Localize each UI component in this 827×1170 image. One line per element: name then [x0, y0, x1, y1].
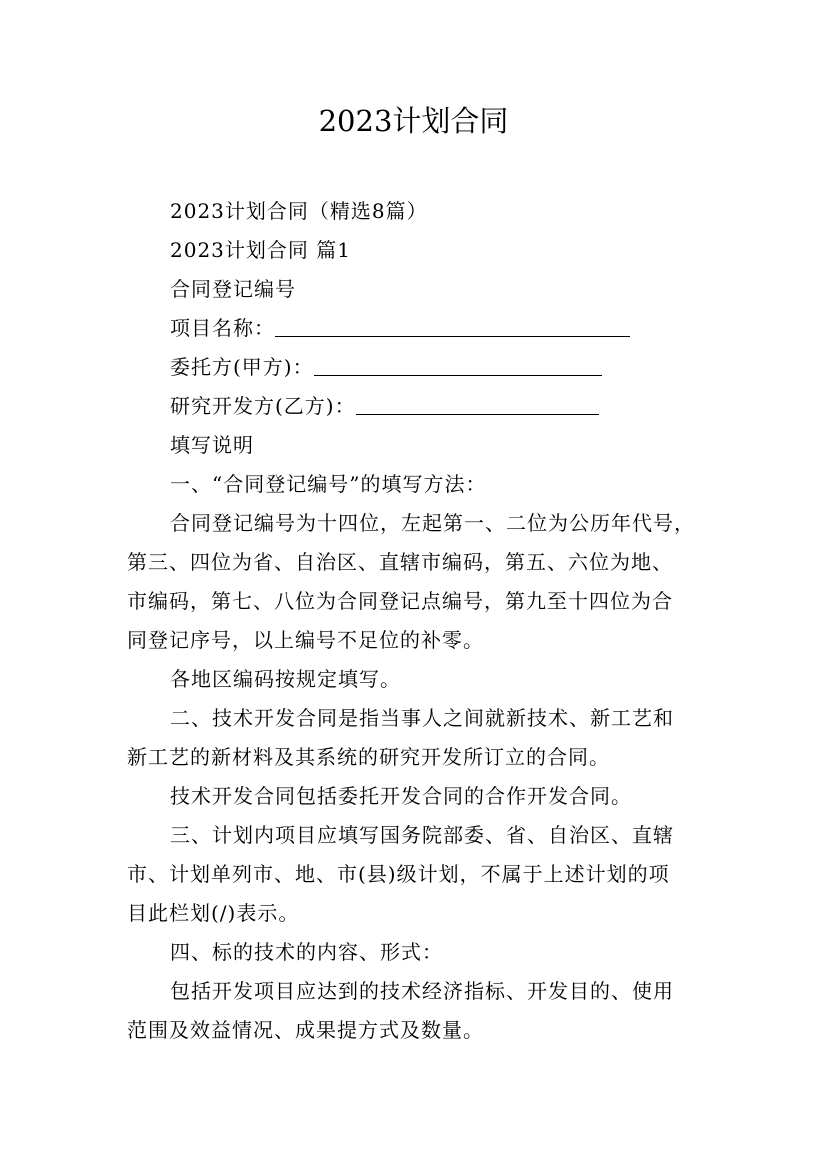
- document-title: 2023计划合同: [318, 104, 509, 138]
- paragraph-line: 合同登记编号为十四位，左起第一、二位为公历年代号，: [170, 511, 695, 535]
- paragraph-line: 范围及效益情况、成果提方式及数量。: [127, 1018, 484, 1042]
- instruction-1-heading: 一、“合同登记编号”的填写方法：: [170, 472, 487, 496]
- project-name-label: 项目名称：: [170, 316, 275, 340]
- paragraph-line: 二、技术开发合同是指当事人之间就新技术、新工艺和: [170, 706, 674, 730]
- developer-party-label: 研究开发方(乙方)：: [170, 394, 356, 418]
- developer-party-row: [170, 392, 770, 420]
- paragraph-line: 同登记序号，以上编号不足位的补零。: [127, 628, 484, 652]
- paragraph-line: 第三、四位为省、自治区、直辖市编码，第五、六位为地、: [127, 550, 673, 574]
- paragraph-line: 新工艺的新材料及其系统的研究开发所订立的合同。: [127, 745, 610, 769]
- paragraph-line: 四、标的技术的内容、形式：: [170, 940, 443, 964]
- project-name-blank[interactable]: [275, 316, 630, 337]
- registration-number-label: 合同登记编号: [170, 277, 296, 301]
- project-name-row: [170, 314, 770, 342]
- paragraph-line: 各地区编码按规定填写。: [170, 667, 401, 691]
- paragraph-line: 技术开发合同包括委托开发合同的合作开发合同。: [170, 784, 632, 808]
- client-party-row: [170, 353, 770, 381]
- paragraph-line: 目此栏划(/)表示。: [127, 901, 300, 925]
- paragraph-line: 三、计划内项目应填写国务院部委、省、自治区、直辖: [170, 823, 674, 847]
- client-party-blank[interactable]: [314, 355, 602, 376]
- client-party-label: 委托方(甲方)：: [170, 355, 314, 379]
- paragraph-line: 市编码，第七、八位为合同登记点编号，第九至十四位为合: [127, 589, 673, 613]
- paragraph-line: 包括开发项目应达到的技术经济指标、开发目的、使用: [170, 979, 674, 1003]
- developer-party-blank[interactable]: [356, 394, 599, 415]
- section-heading: 2023计划合同 篇1: [170, 238, 351, 262]
- instructions-heading: 填写说明: [170, 433, 254, 457]
- paragraph-line: 市、计划单列市、地、市(县)级计划，不属于上述计划的项: [127, 862, 670, 886]
- subtitle-line: 2023计划合同（精选8篇）: [170, 199, 428, 223]
